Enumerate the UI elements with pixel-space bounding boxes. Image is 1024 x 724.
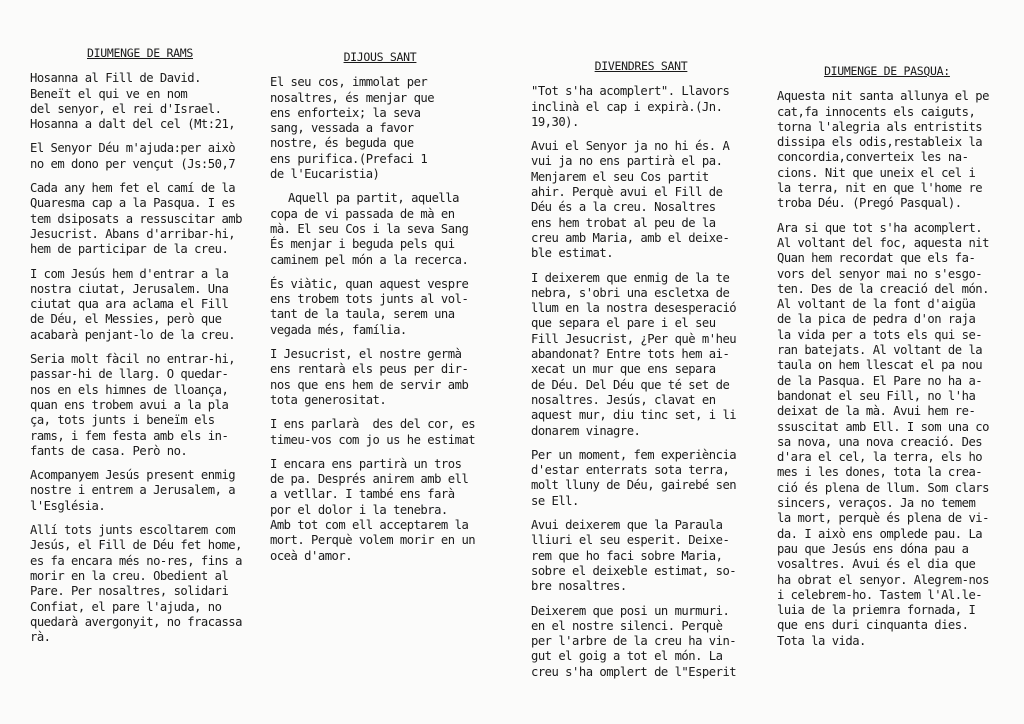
column-body: [531, 84, 751, 680]
text-line: Avui el Senyor ja no hi és. A: [531, 139, 730, 154]
text-line: quedarà avergonyit, no fracassa: [30, 614, 242, 629]
text-line: troba Déu. (Pregó Pasqual).: [777, 196, 962, 211]
text-line: sincers, veraços. Ja no temem: [777, 496, 976, 511]
text-line: sang, vessada a favor: [270, 121, 414, 136]
text-line: nos que ens hem de servir amb: [270, 377, 469, 392]
text-line: de l'Eucaristia): [270, 167, 380, 182]
text-line: ens rentarà els peus per dir-: [270, 362, 469, 377]
paragraph: [270, 347, 490, 408]
text-line: bre nosaltres.: [531, 579, 627, 594]
text-line: Al voltant de la font d'aigüa: [777, 297, 976, 312]
text-line: ça, tots junts i beneïm els: [30, 413, 215, 428]
text-line: ció és plena de llum. Som clars: [777, 480, 989, 495]
text-line: molt lluny de Déu, gairebé sen: [531, 478, 737, 493]
text-line: rem que ho faci sobre Maria,: [531, 548, 723, 563]
text-line: taula on hem llescat el pa nou: [777, 358, 983, 373]
text-line: És viàtic, quan aquest vespre: [270, 276, 469, 291]
paragraph: [30, 141, 250, 172]
text-line: creu s'ha omplert de l"Esperit: [531, 664, 737, 679]
text-line: rà.: [30, 630, 51, 645]
paragraph: [270, 417, 490, 448]
paragraph: [30, 352, 250, 459]
text-line: ens enforteix; la seva: [270, 105, 421, 120]
text-line: lliuri el seu esperit. Deixe-: [531, 533, 730, 548]
paragraph: [531, 139, 751, 261]
text-line: Menjarem el seu Cos partit: [531, 169, 709, 184]
text-line: ten. Des de la creació del món.: [777, 281, 989, 296]
text-line: oceà d'amor.: [270, 548, 353, 563]
text-line: se Ell.: [531, 493, 579, 508]
text-line: 19,30).: [531, 114, 579, 129]
text-line: por el dolor i la tenebra.: [270, 502, 448, 517]
text-line: morir en la creu. Obedient al: [30, 568, 229, 583]
text-line: Per un moment, fem experiència: [531, 447, 737, 462]
paragraph: [531, 84, 751, 130]
text-line: donarem vinagre.: [531, 423, 641, 438]
text-line: Aquesta nit santa allunya el pe: [777, 89, 989, 104]
text-line: ens trobem tots junts al vol-: [270, 292, 469, 307]
text-line: timeu-vos com jo us he estimat: [270, 432, 476, 447]
text-line: ble estimat.: [531, 246, 614, 261]
text-line: dissipa els odis,restableix la: [777, 135, 983, 150]
text-line: rams, i fem festa amb els in-: [30, 428, 229, 443]
text-line: llum en la nostra desesperació: [531, 301, 737, 316]
paragraph: [270, 457, 490, 564]
text-line: l'Església.: [30, 498, 106, 513]
text-line: Quaresma cap a la Pasqua. I es: [30, 196, 236, 211]
text-line: gut el goig a tot el món. La: [531, 649, 723, 664]
text-line: de la Pasqua. El Pare no ha a-: [777, 373, 983, 388]
text-line: Avui deixerem que la Paraula: [531, 518, 723, 533]
text-line: El Senyor Déu m'ajuda:per això: [30, 141, 236, 156]
text-line: És menjar i beguda pels qui: [270, 237, 455, 252]
text-line: ens hem trobat al peu de la: [531, 215, 716, 230]
paragraph: [777, 221, 997, 649]
text-line: tota generositat.: [270, 392, 387, 407]
text-line: de Déu, el Messies, però que: [30, 312, 222, 327]
paragraph: [270, 277, 490, 338]
paragraph: [531, 518, 751, 594]
text-line: I encara ens partirà un tros: [270, 456, 462, 471]
text-line: es fa encara més no-res, fins a: [30, 553, 242, 568]
text-line: "Tot s'ha acomplert". Llavors: [531, 84, 730, 99]
text-line: xecat un mur que ens separa: [531, 362, 716, 377]
column-body: [777, 89, 997, 649]
text-line: de Déu. Del Déu que té set de: [531, 377, 730, 392]
text-line: en el nostre silenci. Perquè: [531, 618, 723, 633]
column-title: DIVENDRES SANT: [594, 59, 688, 73]
text-line: Acompanyem Jesús present enmig: [30, 468, 236, 483]
text-line: quan ens trobem avui a la pla: [30, 397, 229, 412]
text-line: ssuscitat amb Ell. I som una co: [777, 419, 989, 434]
text-line: la vida per a tots els qui se-: [777, 327, 983, 342]
text-line: cions. Nit que uneix el cel i: [777, 165, 976, 180]
column-title: DIJOUS SANT: [343, 50, 417, 64]
text-line: Tota la vida.: [777, 633, 866, 648]
column-diumenge-de-pasqua: [777, 64, 997, 658]
column-body: [270, 75, 490, 564]
text-line: mà. El seu Cos i la seva Sang: [270, 221, 469, 236]
text-line: hem de participar de la creu.: [30, 242, 229, 257]
column-dijous-sant: [270, 50, 490, 573]
text-line: acabarà penjant-lo de la creu.: [30, 327, 236, 342]
paragraph: [531, 448, 751, 509]
text-line: El seu cos, immolat per: [270, 75, 428, 90]
text-line: Cada any hem fet el camí de la: [30, 181, 236, 196]
paragraph: [270, 191, 490, 267]
paragraph: [30, 71, 250, 132]
column-title: DIUMENGE DE RAMS: [87, 46, 193, 60]
text-line: creu amb Maria, amb el deixe-: [531, 230, 730, 245]
text-line: copa de vi passada de mà en: [270, 206, 455, 221]
text-line: vors del senyor mai no s'esgo-: [777, 266, 983, 281]
text-line: a vetllar. I també ens farà: [270, 487, 455, 502]
text-line: no em dono per vençut (Js:50,7: [30, 156, 236, 171]
text-line: I deixerem que enmig de la te: [531, 270, 730, 285]
column-title: DIUMENGE DE PASQUA:: [824, 64, 950, 78]
text-line: Hosanna al Fill de David.: [30, 71, 201, 86]
text-line: aquest mur, diu tinc set, i li: [531, 408, 737, 423]
text-line: luia de la priemra fornada, I: [777, 603, 976, 618]
text-line: Al voltant del foc, aquesta nit: [777, 235, 989, 250]
text-line: vui ja no ens partirà el pa.: [531, 154, 723, 169]
text-line: tem dsiposats a ressuscitar amb: [30, 211, 242, 226]
text-line: d'ara el cel, la terra, els ho: [777, 450, 983, 465]
text-line: per l'arbre de la creu ha vin-: [531, 634, 737, 649]
paragraph: [531, 271, 751, 439]
text-line: Ara si que tot s'ha acomplert.: [777, 220, 983, 235]
paragraph: [30, 523, 250, 645]
text-line: nostre, és beguda que: [270, 136, 414, 151]
text-line: nebra, s'obri una escletxa de: [531, 285, 730, 300]
text-line: Seria molt fàcil no entrar-hi,: [30, 352, 236, 367]
text-line: Déu és a la creu. Nosaltres: [531, 200, 716, 215]
text-line: i celebrem-ho. Tastem l'Al.le-: [777, 587, 983, 602]
column-divendres-sant: [531, 59, 751, 689]
text-line: vegada més, família.: [270, 322, 407, 337]
paragraph: [30, 181, 250, 257]
paragraph: [270, 75, 490, 182]
text-line: ahir. Perquè avui el Fill de: [531, 185, 723, 200]
text-line: sobre el deixeble estimat, so-: [531, 563, 737, 578]
text-line: I Jesucrist, el nostre germà: [270, 347, 462, 362]
text-line: nostre i entrem a Jerusalem, a: [30, 483, 236, 498]
text-line: torna l'alegria als entristits: [777, 119, 983, 134]
text-line: Hosanna a dalt del cel (Mt:21,: [30, 117, 236, 132]
column-diumenge-de-rams: [30, 46, 250, 654]
text-line: nosaltres. Jesús, clavat en: [531, 392, 716, 407]
text-line: que separa el pare i el seu: [531, 316, 716, 331]
text-line: abandonat? Entre tots hem ai-: [531, 347, 730, 362]
text-line: Confiat, el pare l'ajuda, no: [30, 599, 222, 614]
text-line: Jesús, el Fill de Déu fet home,: [30, 538, 242, 553]
text-line: Jesucrist. Abans d'arribar-hi,: [30, 226, 236, 241]
text-line: nosaltres, és menjar que: [270, 90, 435, 105]
text-line: ha obrat el senyor. Alegrem-nos: [777, 572, 989, 587]
text-line: ciutat qua ara aclama el Fill: [30, 297, 229, 312]
text-line: nostra ciutat, Jerusalem. Una: [30, 281, 229, 296]
text-line: ens purifica.(Prefaci 1: [270, 151, 428, 166]
text-line: fants de casa. Però no.: [30, 443, 188, 458]
text-line: Beneït el qui ve en nom: [30, 86, 188, 101]
text-line: del senyor, el rei d'Israel.: [30, 101, 222, 116]
text-line: que ens duri cinquanta dies.: [777, 618, 969, 633]
text-line: Fill Jesucrist, ¿Per què m'heu: [531, 331, 737, 346]
paragraph: [531, 604, 751, 680]
text-line: Allí tots junts escoltarem com: [30, 523, 236, 538]
text-line: ran batejats. Al voltant de la: [777, 343, 983, 358]
text-line: I com Jesús hem d'entrar a la: [30, 266, 229, 281]
text-line: cat,fa innocents els caiguts,: [777, 104, 976, 119]
text-line: pau que Jesús ens dóna pau a: [777, 541, 969, 556]
text-line: vosaltres. Avui és el dia que: [777, 557, 976, 572]
text-line: I ens parlarà des del cor, es: [270, 417, 476, 432]
text-line: mort. Perquè volem morir en un: [270, 533, 476, 548]
text-line: Deixerem que posi un murmuri.: [531, 603, 730, 618]
text-line: la mort, perquè és plena de vi-: [777, 511, 989, 526]
text-line: inclinà el cap i expirà.(Jn.: [531, 99, 723, 114]
text-line: Aquell pa partit, aquella: [288, 191, 459, 206]
text-line: tant de la taula, serem una: [270, 307, 455, 322]
text-line: mes i les dones, tota la crea-: [777, 465, 983, 480]
text-line: Pare. Per nosaltres, solidari: [30, 584, 229, 599]
text-line: de pa. Després anirem amb ell: [270, 472, 469, 487]
text-line: nos en els himnes de lloança,: [30, 382, 229, 397]
text-line: caminem pel món a la recerca.: [270, 252, 469, 267]
text-line: bandonat el seu Fill, no l'ha: [777, 388, 976, 403]
paragraph: [777, 89, 997, 211]
text-line: concordia,converteix les na-: [777, 150, 969, 165]
text-line: passar-hi de llarg. O quedar-: [30, 367, 229, 382]
text-line: d'estar enterrats sota terra,: [531, 463, 730, 478]
text-line: deixat de la mà. Avui hem re-: [777, 404, 976, 419]
column-body: [30, 71, 250, 645]
paragraph: [30, 468, 250, 514]
text-line: da. I això ens omplede pau. La: [777, 526, 983, 541]
text-line: Amb tot com ell acceptarem la: [270, 518, 469, 533]
text-line: sa nova, una nova creació. Des: [777, 434, 983, 449]
text-line: Quan hem recordat que els fa-: [777, 251, 976, 266]
paragraph: [30, 267, 250, 343]
text-line: la terra, nit en que l'home re: [777, 181, 983, 196]
text-line: de la pica de pedra d'on raja: [777, 312, 976, 327]
